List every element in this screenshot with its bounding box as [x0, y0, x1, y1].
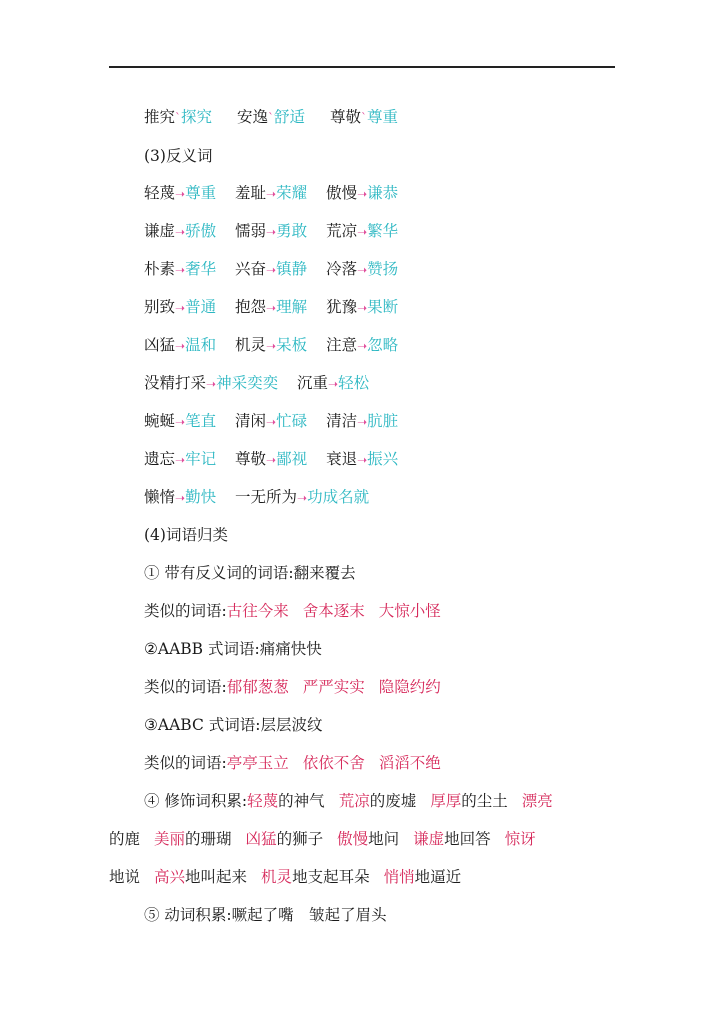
arrow-icon: ➝	[357, 301, 368, 315]
classify-item-4-cont: 地说 高兴地叫起来 机灵地支起耳朵 悄悄地逼近	[109, 868, 462, 886]
arrow-icon: ➝	[297, 491, 308, 505]
answer-word: 舒适	[273, 108, 305, 126]
arrow-icon: ➝	[266, 187, 277, 201]
tick-mark: ˋ	[175, 111, 182, 125]
word: 尊敬	[329, 108, 361, 126]
arrow-icon: ➝	[206, 377, 217, 391]
arrow-icon: ➝	[357, 415, 368, 429]
word: 安逸	[236, 108, 268, 126]
antonym-row: 朴素➝奢华 兴奋➝镇静 冷落➝赞扬	[144, 260, 399, 278]
tick-mark: ˋ	[267, 111, 274, 125]
synonym-row	[144, 106, 618, 129]
arrow-icon: ➝	[175, 415, 186, 429]
classify-item-2: ②AABB 式词语:痛痛快快	[144, 640, 322, 658]
classify-item-2-similar: 类似的词语:郁郁葱葱 严严实实 隐隐约约	[144, 678, 441, 696]
word: 推究	[144, 108, 176, 126]
arrow-icon: ➝	[266, 339, 277, 353]
antonym-row: 轻蔑➝尊重 羞耻➝荣耀 傲慢➝谦恭	[144, 184, 399, 202]
classify-item-3-similar: 类似的词语:亭亭玉立 依依不舍 滔滔不绝	[144, 754, 441, 772]
arrow-icon: ➝	[266, 415, 277, 429]
antonym-row: 蜿蜒➝笔直 清闲➝忙碌 清洁➝肮脏	[144, 412, 399, 430]
antonym-row: 懒惰➝勤快 一无所为➝功成名就	[144, 488, 370, 506]
arrow-icon: ➝	[175, 225, 186, 239]
classify-item-4: ④ 修饰词积累:轻蔑的神气 荒凉的废墟 厚厚的尘土 漂亮	[144, 792, 553, 810]
classify-item-4-cont: 的鹿 美丽的珊瑚 凶猛的狮子 傲慢地问 谦虚地回答 惊讶	[109, 830, 536, 848]
answer-word: 探究	[181, 108, 213, 126]
arrow-icon: ➝	[175, 339, 186, 353]
arrow-icon: ➝	[266, 225, 277, 239]
arrow-icon: ➝	[357, 187, 368, 201]
answer-word: 尊重	[366, 108, 398, 126]
arrow-icon: ➝	[266, 301, 277, 315]
arrow-icon: ➝	[357, 339, 368, 353]
tick-mark: ˋ	[360, 111, 367, 125]
arrow-icon: ➝	[175, 301, 186, 315]
classify-item-5: ⑤ 动词积累:噘起了嘴 皱起了眉头	[144, 906, 387, 924]
antonym-row: 谦虚➝骄傲 懦弱➝勇敢 荒凉➝繁华	[144, 222, 399, 240]
arrow-icon: ➝	[357, 225, 368, 239]
arrow-icon: ➝	[175, 453, 186, 467]
classify-item-1: ① 带有反义词的词语:翻来覆去	[144, 564, 356, 582]
antonym-row: 没精打采➝神采奕奕 沉重➝轻松	[144, 374, 370, 392]
classify-item-3: ③AABC 式词语:层层波纹	[144, 716, 323, 734]
classify-heading: (4)词语归类	[144, 526, 228, 544]
classify-item-1-similar: 类似的词语:古往今来 舍本逐末 大惊小怪	[144, 602, 441, 620]
antonym-row: 别致➝普通 抱怨➝理解 犹豫➝果断	[144, 298, 399, 316]
arrow-icon: ➝	[175, 491, 186, 505]
arrow-icon: ➝	[357, 263, 368, 277]
arrow-icon: ➝	[266, 453, 277, 467]
antonym-row: 凶猛➝温和 机灵➝呆板 注意➝忽略	[144, 336, 399, 354]
arrow-icon: ➝	[328, 377, 339, 391]
antonyms-heading: (3)反义词	[144, 147, 213, 165]
arrow-icon: ➝	[357, 453, 368, 467]
arrow-icon: ➝	[266, 263, 277, 277]
top-rule	[109, 66, 615, 68]
antonym-row: 遗忘➝牢记 尊敬➝鄙视 衰退➝振兴	[144, 450, 399, 468]
arrow-icon: ➝	[175, 263, 186, 277]
arrow-icon: ➝	[175, 187, 186, 201]
